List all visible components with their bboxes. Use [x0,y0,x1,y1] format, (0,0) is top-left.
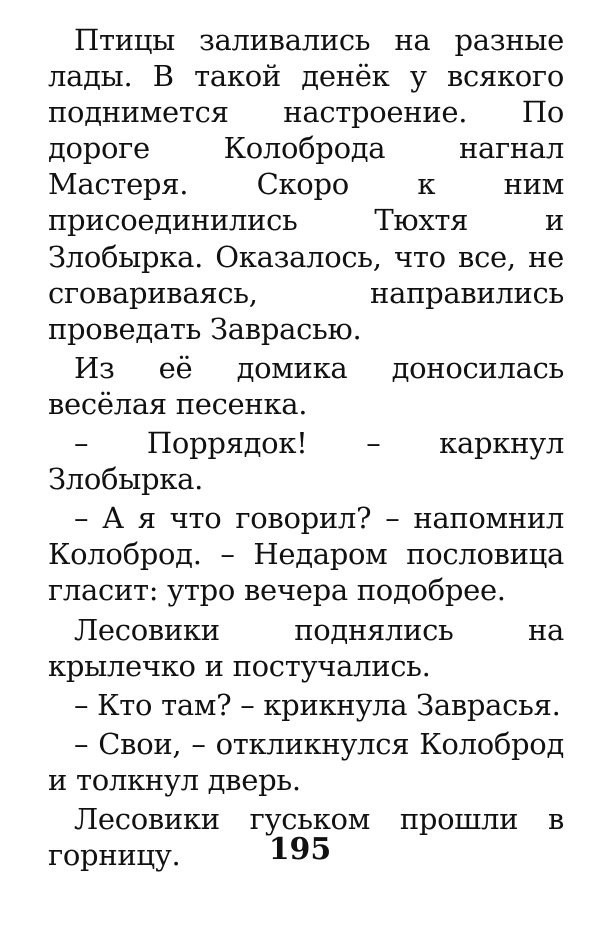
paragraph: – Свои, – откликнулся Колоброд и толкнул дверь. [48,726,564,797]
paragraph: Птицы заливались на разные лады. В такой денёк у всякого поднимется настроение. По дороге Колоброда нагнал Мастеря. Скоро к ним присоединились Тюхтя и Злобырка. Оказалось, что все, не сговариваясь, направились проведать Заврасью. [48,23,564,346]
paragraph: Из её домика доносилась весёлая песенка. [48,350,564,421]
page-number: 195 [268,832,332,867]
paragraph: – Кто там? – крикнула Заврасья. [74,687,561,722]
page-text [48,22,564,873]
paragraph: Лесовики гуськом прошли в горницу. [48,801,564,873]
paragraph: Лесовики поднялись на крылечко и постучались. [48,612,564,683]
paragraph: – Поррядок! – каркнул Злобырка. [48,426,564,497]
paragraph: – А я что говорил? – напомнил Колоброд. – Недаром пословица гласит: утро вечера подобрее. [48,501,564,608]
